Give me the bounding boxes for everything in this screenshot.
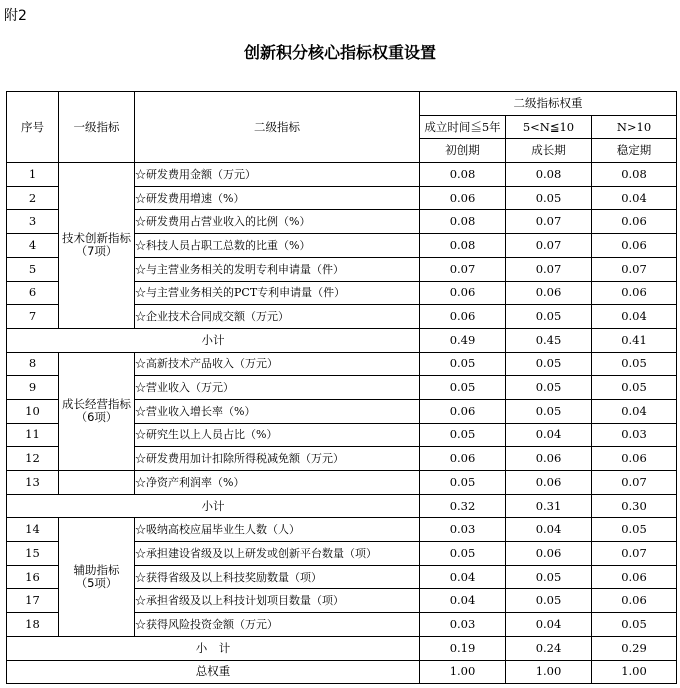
header-condition-growth: 5<N≦10: [506, 115, 592, 139]
weight-cell: 0.06: [420, 447, 506, 471]
weight-cell: 0.05: [420, 542, 506, 566]
weight-cell: 0.04: [420, 589, 506, 613]
weight-cell: 0.08: [592, 163, 677, 187]
weight-cell: 0.05: [592, 518, 677, 542]
weight-cell: 0.06: [506, 471, 592, 495]
weight-cell: 0.06: [592, 447, 677, 471]
weight-cell: 0.06: [420, 186, 506, 210]
subtotal-weight: 1.00: [592, 660, 677, 684]
weight-cell: 0.05: [506, 186, 592, 210]
weight-cell: 0.06: [592, 210, 677, 234]
weight-cell: 0.07: [592, 542, 677, 566]
weight-cell: 0.06: [506, 281, 592, 305]
subtotal-row: [7, 636, 677, 660]
weight-cell: 0.05: [506, 399, 592, 423]
subtotal-label: 总权重: [7, 660, 420, 684]
weight-cell: 0.04: [592, 186, 677, 210]
subtotal-weight: 0.45: [506, 328, 592, 352]
category-count: （5项）: [75, 576, 118, 591]
indicator-cell: ☆净资产利润率（%）: [135, 471, 420, 495]
seq-cell: 1: [7, 163, 59, 187]
indicator-cell: ☆研究生以上人员占比（%）: [135, 423, 420, 447]
header-level1: 一级指标: [59, 92, 135, 163]
subtotal-weight: 0.30: [592, 494, 677, 518]
category-name: 辅助指标: [73, 563, 120, 578]
weight-cell: 0.06: [592, 565, 677, 589]
total-row: [7, 660, 677, 684]
indicator-cell: ☆承担省级及以上科技计划项目数量（项）: [135, 589, 420, 613]
weight-cell: 0.08: [420, 163, 506, 187]
weight-cell: 0.06: [420, 305, 506, 329]
indicator-cell: ☆科技人员占职工总数的比重（%）: [135, 234, 420, 258]
subtotal-weight: 1.00: [420, 660, 506, 684]
indicator-cell: ☆研发费用增速（%）: [135, 186, 420, 210]
weight-cell: 0.03: [592, 423, 677, 447]
weight-cell: 0.05: [592, 352, 677, 376]
indicator-cell: ☆研发费用加计扣除所得税减免额（万元）: [135, 447, 420, 471]
category-count: （7项）: [75, 244, 118, 259]
weight-cell: 0.07: [592, 257, 677, 281]
weight-cell: 0.04: [506, 423, 592, 447]
category-cell: [59, 163, 135, 329]
category-name: 技术创新指标: [62, 231, 131, 246]
table-row: [7, 352, 677, 376]
indicator-cell: ☆与主营业务相关的PCT专利申请量（件）: [135, 281, 420, 305]
header-period-growth: 成长期: [506, 139, 592, 163]
header-level2: 二级指标: [135, 92, 420, 163]
indicator-cell: ☆吸纳高校应届毕业生人数（人）: [135, 518, 420, 542]
weight-cell: 0.08: [420, 210, 506, 234]
weight-cell: 0.04: [592, 305, 677, 329]
seq-cell: 5: [7, 257, 59, 281]
subtotal-weight: 0.31: [506, 494, 592, 518]
seq-cell: 18: [7, 613, 59, 637]
subtotal-weight: 0.29: [592, 636, 677, 660]
weight-cell: 0.05: [506, 305, 592, 329]
seq-cell: 9: [7, 376, 59, 400]
seq-cell: 13: [7, 471, 59, 495]
indicator-cell: ☆研发费用占营业收入的比例（%）: [135, 210, 420, 234]
weight-cell: 0.07: [592, 471, 677, 495]
indicator-cell: ☆营业收入（万元）: [135, 376, 420, 400]
seq-cell: 17: [7, 589, 59, 613]
weight-cell: 0.03: [420, 518, 506, 542]
weight-cell: 0.05: [420, 352, 506, 376]
weight-cell: 0.05: [592, 376, 677, 400]
weight-cell: 0.06: [592, 281, 677, 305]
category-empty-cell: [59, 471, 135, 495]
subtotal-label: 小 计: [7, 636, 420, 660]
header-period-stable: 稳定期: [592, 139, 677, 163]
weight-cell: 0.04: [506, 613, 592, 637]
indicator-cell: ☆企业技术合同成交额（万元）: [135, 305, 420, 329]
header-weight-group: 二级指标权重: [420, 92, 677, 116]
subtotal-weight: 1.00: [506, 660, 592, 684]
weight-cell: 0.05: [506, 376, 592, 400]
weight-cell: 0.06: [506, 542, 592, 566]
subtotal-row: [7, 494, 677, 518]
seq-cell: 12: [7, 447, 59, 471]
page-title: 创新积分核心指标权重设置: [243, 43, 436, 62]
table-row: [7, 471, 677, 495]
subtotal-weight: 0.19: [420, 636, 506, 660]
weight-cell: 0.04: [506, 518, 592, 542]
annex-label: 附2: [4, 8, 27, 24]
header-condition-startup: 成立时间≦5年: [420, 115, 506, 139]
weight-cell: 0.06: [592, 589, 677, 613]
subtotal-weight: 0.24: [506, 636, 592, 660]
indicator-cell: ☆承担建设省级及以上研发或创新平台数量（项）: [135, 542, 420, 566]
category-name: 成长经营指标: [62, 397, 131, 412]
seq-cell: 10: [7, 399, 59, 423]
weight-cell: 0.06: [506, 447, 592, 471]
indicator-cell: ☆高新技术产品收入（万元）: [135, 352, 420, 376]
subtotal-weight: 0.49: [420, 328, 506, 352]
seq-cell: 14: [7, 518, 59, 542]
subtotal-weight: 0.41: [592, 328, 677, 352]
seq-cell: 3: [7, 210, 59, 234]
table-row: [7, 518, 677, 542]
header-seq: 序号: [7, 92, 59, 163]
weight-cell: 0.07: [506, 234, 592, 258]
weight-table: [6, 91, 677, 684]
category-cell: [59, 352, 135, 470]
subtotal-row: [7, 328, 677, 352]
weight-cell: 0.05: [592, 613, 677, 637]
indicator-cell: ☆获得省级及以上科技奖励数量（项）: [135, 565, 420, 589]
weight-cell: 0.07: [506, 210, 592, 234]
seq-cell: 11: [7, 423, 59, 447]
seq-cell: 15: [7, 542, 59, 566]
table-row: [7, 163, 677, 187]
weight-cell: 0.06: [592, 234, 677, 258]
seq-cell: 8: [7, 352, 59, 376]
header-condition-stable: N>10: [592, 115, 677, 139]
weight-cell: 0.03: [420, 613, 506, 637]
subtotal-label: 小计: [7, 494, 420, 518]
header-period-startup: 初创期: [420, 139, 506, 163]
indicator-cell: ☆研发费用金额（万元）: [135, 163, 420, 187]
weight-cell: 0.06: [420, 281, 506, 305]
seq-cell: 4: [7, 234, 59, 258]
weight-cell: 0.05: [506, 589, 592, 613]
weight-cell: 0.05: [506, 352, 592, 376]
weight-cell: 0.08: [420, 234, 506, 258]
subtotal-label: 小计: [7, 328, 420, 352]
weight-cell: 0.04: [420, 565, 506, 589]
seq-cell: 2: [7, 186, 59, 210]
weight-cell: 0.05: [506, 565, 592, 589]
weight-cell: 0.04: [592, 399, 677, 423]
weight-cell: 0.05: [420, 376, 506, 400]
seq-cell: 7: [7, 305, 59, 329]
weight-cell: 0.05: [420, 423, 506, 447]
subtotal-weight: 0.32: [420, 494, 506, 518]
category-cell: [59, 518, 135, 636]
seq-cell: 6: [7, 281, 59, 305]
indicator-cell: ☆营业收入增长率（%）: [135, 399, 420, 423]
weight-cell: 0.05: [420, 471, 506, 495]
indicator-cell: ☆获得风险投资金额（万元）: [135, 613, 420, 637]
weight-cell: 0.08: [506, 163, 592, 187]
category-count: （6项）: [75, 410, 118, 425]
seq-cell: 16: [7, 565, 59, 589]
indicator-cell: ☆与主营业务相关的发明专利申请量（件）: [135, 257, 420, 281]
weight-cell: 0.07: [420, 257, 506, 281]
weight-cell: 0.06: [420, 399, 506, 423]
weight-cell: 0.07: [506, 257, 592, 281]
